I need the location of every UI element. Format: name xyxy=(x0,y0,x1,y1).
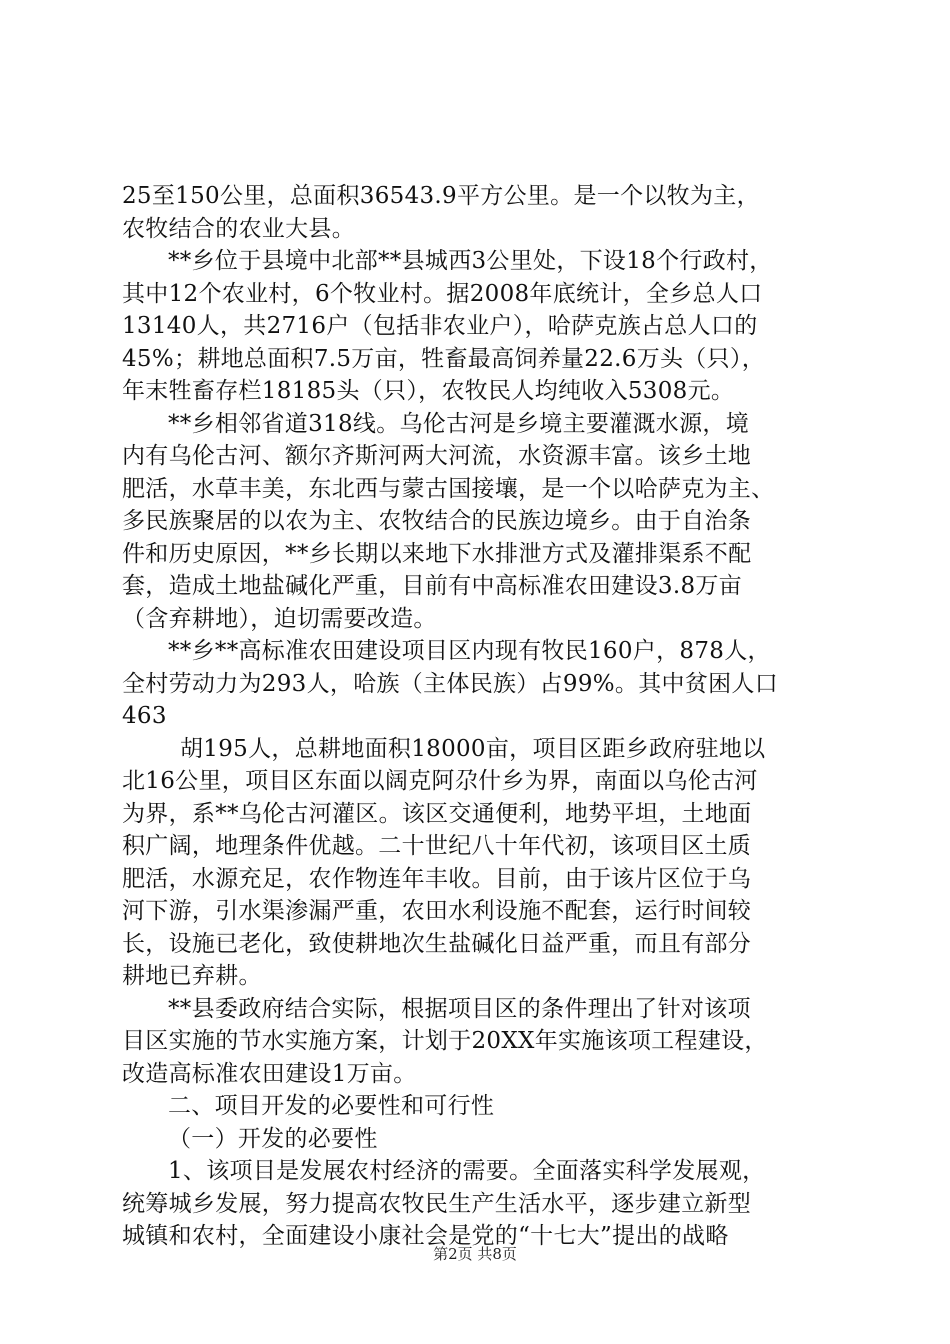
text-line: 北16公里，项目区东面以阔克阿尕什乡为界，南面以乌伦古河 xyxy=(122,768,758,794)
text-line: 其中12个农业村，6个牧业村。据2008年底统计，全乡总人口 xyxy=(122,280,763,307)
text-line: （含弃耕地），迫切需要改造。 xyxy=(122,605,437,632)
section-heading: 二、项目开发的必要性和可行性 xyxy=(168,1093,495,1119)
text-line: 城镇和农村，全面建设小康社会是党的“十七大”提出的战略 xyxy=(122,1223,729,1249)
text-line: 多民族聚居的以农为主、农牧结合的民族边境乡。由于自治条 xyxy=(122,508,752,534)
text-line: 463 xyxy=(122,703,167,729)
text-line: 肥活，水草丰美，东北西与蒙古国接壤，是一个以哈萨克为主、 xyxy=(122,475,775,502)
text-line: 耕地已弃耕。 xyxy=(122,963,262,989)
paragraph-start-line: **乡位于县境中北部**县城西3公里处，下设18个行政村， xyxy=(168,248,773,274)
text-line: 内有乌伦古河、额尔齐斯河两大河流，水资源丰富。该乡土地 xyxy=(122,443,752,469)
paragraph-start-line: **县委政府结合实际，根据项目区的条件理出了针对该项 xyxy=(168,995,751,1022)
text-line: 统筹城乡发展，努力提高农牧民生产生活水平，逐步建立新型 xyxy=(122,1190,752,1217)
text-line: 套，造成土地盐碱化严重，目前有中高标准农田建设3.8万亩 xyxy=(122,573,742,599)
text-line: 年末牲畜存栏18185头（只），农牧民人均纯收入5308元。 xyxy=(122,378,735,404)
text-line: 13140人，共2716户（包括非农业户），哈萨克族占总人口的 xyxy=(122,313,758,339)
text-line: 河下游，引水渠渗漏严重，农田水利设施不配套，运行时间较 xyxy=(122,898,752,924)
paragraph-start-line: **乡相邻省道318线。乌伦古河是乡境主要灌溉水源，境 xyxy=(168,410,749,437)
page-footer: 第2页 共8页 xyxy=(433,1245,517,1263)
text-line: 积广阔，地理条件优越。二十世纪八十年代初，该项目区土质 xyxy=(122,833,752,859)
text-line: 件和历史原因，**乡长期以来地下水排泄方式及灌排渠系不配 xyxy=(122,540,752,567)
text-line: 25至150公里，总面积36543.9平方公里。是一个以牧为主， xyxy=(122,183,760,209)
subsection-heading: （一）开发的必要性 xyxy=(168,1125,378,1152)
text-line: 目区实施的节水实施方案，计划于20XX年实施该项工程建设， xyxy=(122,1028,768,1054)
text-line: 为界，系**乌伦古河灌区。该区交通便利，地势平坦，土地面 xyxy=(122,800,752,827)
text-line: 全村劳动力为293人，哈族（主体民族）占99%。其中贫困人口 xyxy=(122,670,779,697)
text-line: 45%；耕地总面积7.5万亩，牲畜最高饲养量22.6万头（只）， xyxy=(122,345,766,372)
paragraph-start-line: **乡**高标准农田建设项目区内现有牧民160户，878人， xyxy=(168,638,771,664)
paragraph-start-line: 胡195人，总耕地面积18000亩，项目区距乡政府驻地以 xyxy=(180,735,766,762)
text-line: 肥活，水源充足，农作物连年丰收。目前，由于该片区位于乌 xyxy=(122,865,752,892)
paragraph-start-line: 1、该项目是发展农村经济的需要。全面落实科学发展观， xyxy=(168,1158,766,1184)
text-line: 长，设施已老化，致使耕地次生盐碱化日益严重，而且有部分 xyxy=(122,930,752,957)
text-line: 农牧结合的农业大县。 xyxy=(122,215,355,242)
document-body xyxy=(122,180,842,1253)
text-line: 改造高标准农田建设1万亩。 xyxy=(122,1060,417,1087)
